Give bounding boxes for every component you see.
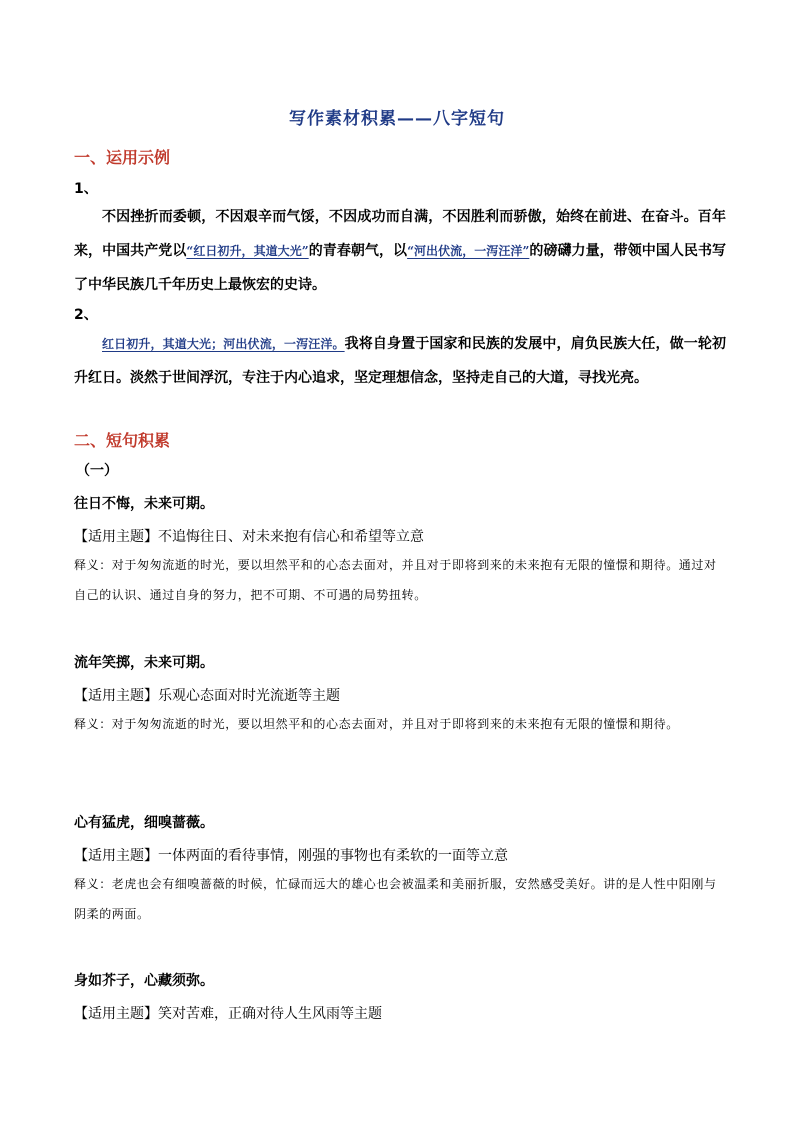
example-1-quote-b: “河出伏流，一泻汪洋” bbox=[407, 244, 530, 258]
example-2-quote: 红日初升，其道大光；河出伏流，一泻汪洋。 bbox=[102, 337, 345, 351]
example-paragraph-2 bbox=[74, 327, 726, 395]
page-title: 写作素材积累——八字短句 bbox=[289, 109, 505, 129]
example-number-1: 1、 bbox=[74, 181, 98, 197]
example-1-text-b: 的青春朝气，以 bbox=[308, 243, 408, 259]
phrase-theme: 【适用主题】一体两面的看待事情，刚强的事物也有柔软的一面等立意 bbox=[74, 848, 508, 864]
phrase-title: 流年笑掷，未来可期。 bbox=[74, 655, 214, 671]
phrase-theme: 【适用主题】不追悔往日、对未来抱有信心和希望等立意 bbox=[74, 529, 424, 545]
phrase-theme: 【适用主题】乐观心态面对时光流逝等主题 bbox=[74, 688, 340, 704]
phrase-theme: 【适用主题】笑对苦难，正确对待人生风雨等主题 bbox=[74, 1006, 382, 1022]
phrase-title: 身如芥子，心藏须弥。 bbox=[74, 973, 214, 989]
example-number-2: 2、 bbox=[74, 307, 98, 323]
example-paragraph-1 bbox=[74, 200, 726, 302]
section-heading-examples: 一、运用示例 bbox=[74, 148, 171, 167]
phrase-title: 往日不悔，未来可期。 bbox=[74, 496, 214, 512]
phrase-explanation: 释义：对于匆匆流逝的时光，要以坦然平和的心态去面对，并且对于即将到来的未来抱有无限的憧憬和期待。 bbox=[74, 717, 679, 731]
subsection-label: （一） bbox=[76, 463, 118, 479]
phrase-explanation: 释义：老虎也会有细嗅蔷薇的时候，忙碌而远大的雄心也会被温柔和美丽折服，安然感受美好。讲的是人性中阳刚与阴柔的两面。 bbox=[74, 877, 717, 921]
example-2-text: 我将自身置于国家和民族的发展中，肩负民族大任，做一轮初升红日。淡然于世间浮沉，专注于内心追求，坚定理想信念，坚持走自己的大道，寻找光亮。 bbox=[74, 336, 726, 386]
example-1-text-a: 不因挫折而委顿，不因艰辛而气馁，不因成功而自满，不因胜利而骄傲，始终在前进、在奋斗。百年来，中国共产党以 bbox=[74, 209, 726, 259]
section-heading-phrases: 二、短句积累 bbox=[74, 431, 171, 450]
example-1-text-c: 的磅礴力量，带领中国人民书写了中华民族几千年历史上最恢宏的史诗。 bbox=[74, 243, 727, 293]
example-1-quote-a: “红日初升，其道大光” bbox=[186, 244, 309, 258]
phrase-title: 心有猛虎，细嗅蔷薇。 bbox=[74, 815, 214, 831]
phrase-explanation: 释义：对于匆匆流逝的时光，要以坦然平和的心态去面对，并且对于即将到来的未来抱有无限的憧憬和期待。通过对自己的认识、通过自身的努力，把不可期、不可遇的局势扭转。 bbox=[74, 558, 717, 602]
